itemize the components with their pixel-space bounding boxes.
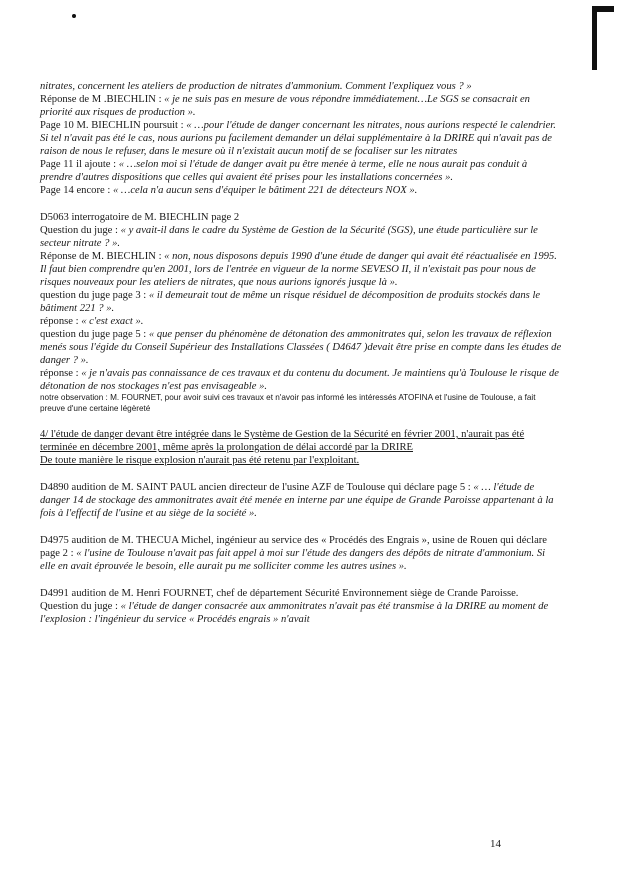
paragraph: Réponse de M. BIECHLIN : « non, nous disposons depuis 1990 d'une étude de danger qui avait été réactualisée en 1995. Il faut bien comprendre qu'en 2001, lors de l'entrée en vigueur de la norme SEVESO II, il n'existait pas pour nous de risques nouveaux pour les ateliers de nitrates, que nous aurions ignorés jusque là ». xyxy=(40,251,557,288)
page-number: 14 xyxy=(490,838,501,850)
section-title: D5063 interrogatoire de M. BIECHLIN page 2 xyxy=(40,212,240,223)
paragraph: D4890 audition de M. SAINT PAUL ancien directeur de l'usine AZF de Toulouse qui déclare page 5 : « … l'étude de danger 14 de stockage des ammonitrates avait été menée en interne par une équipe de Grande Paroisse appartenant à la fois à l'effectif de l'usine et au siège de la société ». xyxy=(40,482,554,519)
page-content xyxy=(40,80,562,626)
scan-speck xyxy=(72,14,76,18)
paragraph: réponse : « je n'avais pas connaissance de ces travaux et du contenu du document. Je maintiens qu'à Toulouse le risque de détonation de nos stockages n'est pas envisageable ». xyxy=(40,368,560,392)
binding-mark xyxy=(592,6,614,70)
paragraph: réponse : « c'est exact ». xyxy=(40,316,144,327)
paragraph: question du juge page 3 : « il demeurait tout de même un risque résiduel de décomposition de produits stockés dans le bâtiment 221 ? ». xyxy=(40,290,541,314)
paragraph: D4975 audition de M. THECUA Michel, ingénieur au service des « Procédés des Engrais », usine de Rouen qui déclare page 2 : « l'usine de Toulouse n'avait pas fait appel à moi sur l'étude des dangers des dépôts de nitrate d'ammonium. Si elle en avait éprouvée le besoin, elle aurait pu me solliciter comme les autres usines ». xyxy=(40,535,548,572)
paragraph: Question du juge : « l'étude de danger consacrée aux ammonitrates n'avait pas été transmise à la DRIRE au moment de l'explosion : l'ingénieur du service « Procédés engrais » n'avait xyxy=(40,601,549,625)
observation-note: notre observation : M. FOURNET, pour avoir suivi ces travaux et n'avoir pas informé les intéressés ATOFINA et l'usine de Toulouse, a fait preuve d'une certaine légèreté xyxy=(40,393,536,413)
paragraph: question du juge page 5 : « que penser du phénomène de détonation des ammonitrates qui, selon les travaux de réflexion menés sous l'égide du Conseil Supérieur des Installations Classées ( D4647 )devait être prise en compte dans les études de danger ? ». xyxy=(40,329,562,366)
section-subheading: De toute manière le risque explosion n'aurait pas été retenu par l'exploitant. xyxy=(40,455,360,466)
paragraph: nitrates, concernent les ateliers de production de nitrates d'ammonium. Comment l'expliquez vous ? » xyxy=(40,81,472,92)
paragraph: Page 11 il ajoute : « …selon moi si l'étude de danger avait pu être menée à terme, elle ne nous aurait pas conduit à prendre d'autres dispositions que celles qui avaient été prises pour les installations concernées ». xyxy=(40,159,528,183)
paragraph: D4991 audition de M. Henri FOURNET, chef de département Sécurité Environnement siège de Crande Paroisse. xyxy=(40,588,519,599)
paragraph: Réponse de M .BIECHLIN : « je ne suis pas en mesure de vous répondre immédiatement…Le SGS se consacrait en priorité aux risques de production ». xyxy=(40,94,530,118)
paragraph: Page 10 M. BIECHLIN poursuit : « …pour l'étude de danger concernant les nitrates, nous aurions respecté le calendrier. Si tel n'avait pas été le cas, nous aurions pu facilement demander un délai supplémentaire à la DRIRE qui n'avait pas de raison de nous le refuser, dans le mesure où il n'existait aucun motif de se focaliser sur les nitrates xyxy=(40,120,556,157)
paragraph: Question du juge : « y avait-il dans le cadre du Système de Gestion de la Sécurité (SGS), une étude particulière sur le secteur nitrate ? ». xyxy=(40,225,538,249)
paragraph: Page 14 encore : « …cela n'a aucun sens d'équiper le bâtiment 221 de détecteurs NOX ». xyxy=(40,185,418,196)
section-heading: 4/ l'étude de danger devant être intégrée dans le Système de Gestion de la Sécurité en février 2001, n'aurait pas été terminée en décembre 2001, même après la prolongation de délai accordé par la DRIRE xyxy=(40,429,525,453)
